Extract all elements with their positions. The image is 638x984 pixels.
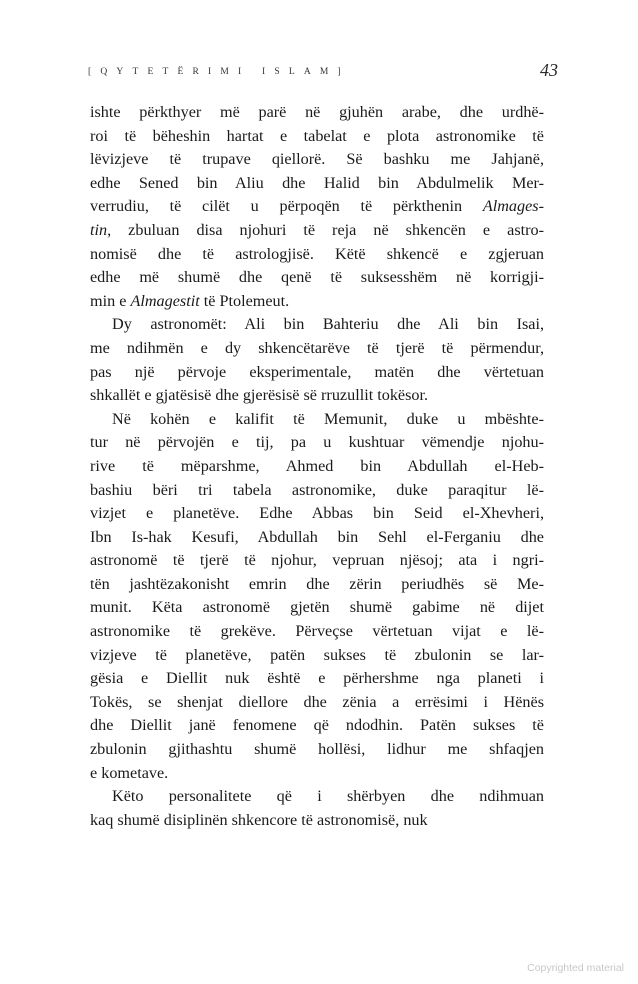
text-line bbox=[90, 762, 544, 786]
page-number: 43 bbox=[540, 60, 558, 80]
text-line bbox=[90, 125, 544, 149]
text-line bbox=[90, 290, 544, 314]
text-run: tin bbox=[90, 220, 108, 239]
text-line bbox=[90, 479, 544, 503]
text-run: Almagestit bbox=[130, 291, 200, 310]
text-run: vizjeve të planetëve, patën sukses të zbulonin se lar- bbox=[90, 645, 544, 664]
text-run: me ndihmën e dy shkencëtarëve të tjerë të përmendur, bbox=[90, 338, 544, 357]
text-line bbox=[90, 219, 544, 243]
text-line bbox=[90, 431, 544, 455]
text-line bbox=[90, 101, 544, 125]
text-line bbox=[90, 408, 544, 432]
text-line bbox=[90, 148, 544, 172]
body-text bbox=[90, 101, 544, 832]
text-run: shkallët e gjatësisë dhe gjerësisë së rruzullit tokësor. bbox=[90, 386, 429, 405]
text-line bbox=[90, 195, 544, 219]
text-run: munit. Këta astronomë gjetën shumë gabime në dijet bbox=[90, 598, 544, 617]
text-line bbox=[90, 337, 544, 361]
text-line bbox=[90, 243, 544, 267]
text-line bbox=[90, 644, 544, 668]
text-run: edhe më shumë dhe qenë të suksesshëm në korrigji- bbox=[90, 268, 544, 287]
copyright-watermark: Copyrighted material bbox=[527, 962, 624, 974]
text-run: Ibn Is-hak Kesufi, Abdullah bin Sehl el-Ferganiu dhe bbox=[90, 527, 544, 546]
text-line bbox=[90, 313, 544, 337]
text-line bbox=[90, 526, 544, 550]
text-run: e kometave. bbox=[90, 763, 169, 782]
text-run: Almages- bbox=[482, 197, 544, 216]
text-run: roi të bëheshin hartat e tabelat e plota astronomike të bbox=[90, 126, 544, 145]
text-line bbox=[90, 785, 544, 809]
paragraph bbox=[90, 408, 544, 786]
text-line bbox=[90, 714, 544, 738]
text-run: ishte përkthyer më parë në gjuhën arabe, dhe urdhë- bbox=[90, 103, 544, 121]
text-run: bashiu bëri tri tabela astronomike, duke paraqitur lë- bbox=[90, 480, 544, 499]
text-line bbox=[90, 620, 544, 644]
text-line bbox=[90, 502, 544, 526]
text-run: tën jashtëzakonisht emrin dhe zërin periudhës së Me- bbox=[90, 574, 544, 593]
text-line bbox=[90, 549, 544, 573]
text-line bbox=[90, 455, 544, 479]
text-line bbox=[90, 667, 544, 691]
text-run: verrudiu, të cilët u përpoqën të përkthenin bbox=[90, 197, 483, 216]
text-run: Këto personalitete që i shërbyen dhe ndihmuan bbox=[112, 787, 544, 806]
text-line bbox=[90, 738, 544, 762]
text-run: astronomike të grekëve. Përveçse vërtetuan vijat e lë- bbox=[90, 622, 544, 641]
text-run: min e bbox=[90, 291, 131, 310]
text-run: Në kohën e kalifit të Memunit, duke u mbështe- bbox=[112, 409, 544, 428]
text-run: nomisë dhe të astrologjisë. Këtë shkencë e zgjeruan bbox=[90, 244, 544, 263]
text-run: dhe Diellit janë fenomene që ndodhin. Patën sukses të bbox=[90, 716, 544, 735]
text-line bbox=[90, 384, 544, 408]
paragraph bbox=[90, 785, 544, 832]
running-head bbox=[88, 62, 558, 86]
paragraph bbox=[90, 313, 544, 407]
text-run: Dy astronomët: Ali bin Bahteriu dhe Ali bin Isai, bbox=[112, 315, 544, 334]
paragraph bbox=[90, 101, 544, 313]
text-run: të Ptolemeut. bbox=[199, 291, 290, 310]
text-line bbox=[90, 809, 544, 833]
text-run: pas një përvoje eksperimentale, matën dhe vërtetuan bbox=[90, 362, 544, 381]
text-line bbox=[90, 596, 544, 620]
text-line bbox=[90, 266, 544, 290]
text-run: gësia e Diellit nuk është e përhershme nga planeti i bbox=[90, 669, 544, 688]
text-run: lëvizjeve të trupave qiellorë. Së bashku me Jahjanë, bbox=[90, 150, 544, 169]
text-run: vizjet e planetëve. Edhe Abbas bin Seid el-Xhevheri, bbox=[90, 504, 544, 523]
text-run: kaq shumë disiplinën shkencore të astronomisë, nuk bbox=[90, 810, 428, 829]
text-line bbox=[90, 573, 544, 597]
text-run: edhe Sened bin Aliu dhe Halid bin Abdulmelik Mer- bbox=[90, 173, 544, 192]
text-run: zbulonin gjithashtu shumë hollësi, lidhur me shfaqjen bbox=[90, 740, 544, 759]
text-run: Tokës, se shenjat diellore dhe zënia a errësimi i Hënës bbox=[90, 692, 544, 711]
running-head-title: [QYTETËRIMI ISLAM] bbox=[88, 67, 350, 77]
text-run: , zbuluan disa njohuri të reja në shkencën e astro- bbox=[107, 220, 544, 239]
text-line bbox=[90, 691, 544, 715]
text-line bbox=[90, 172, 544, 196]
text-line bbox=[90, 361, 544, 385]
text-run: astronomë të tjerë të njohur, vepruan njësoj; ata i ngri- bbox=[90, 551, 544, 570]
text-run: rive të mëparshme, Ahmed bin Abdullah el-Heb- bbox=[90, 456, 544, 475]
text-run: tur në përvojën e tij, pa u kushtuar vëmendje njohu- bbox=[90, 433, 544, 452]
